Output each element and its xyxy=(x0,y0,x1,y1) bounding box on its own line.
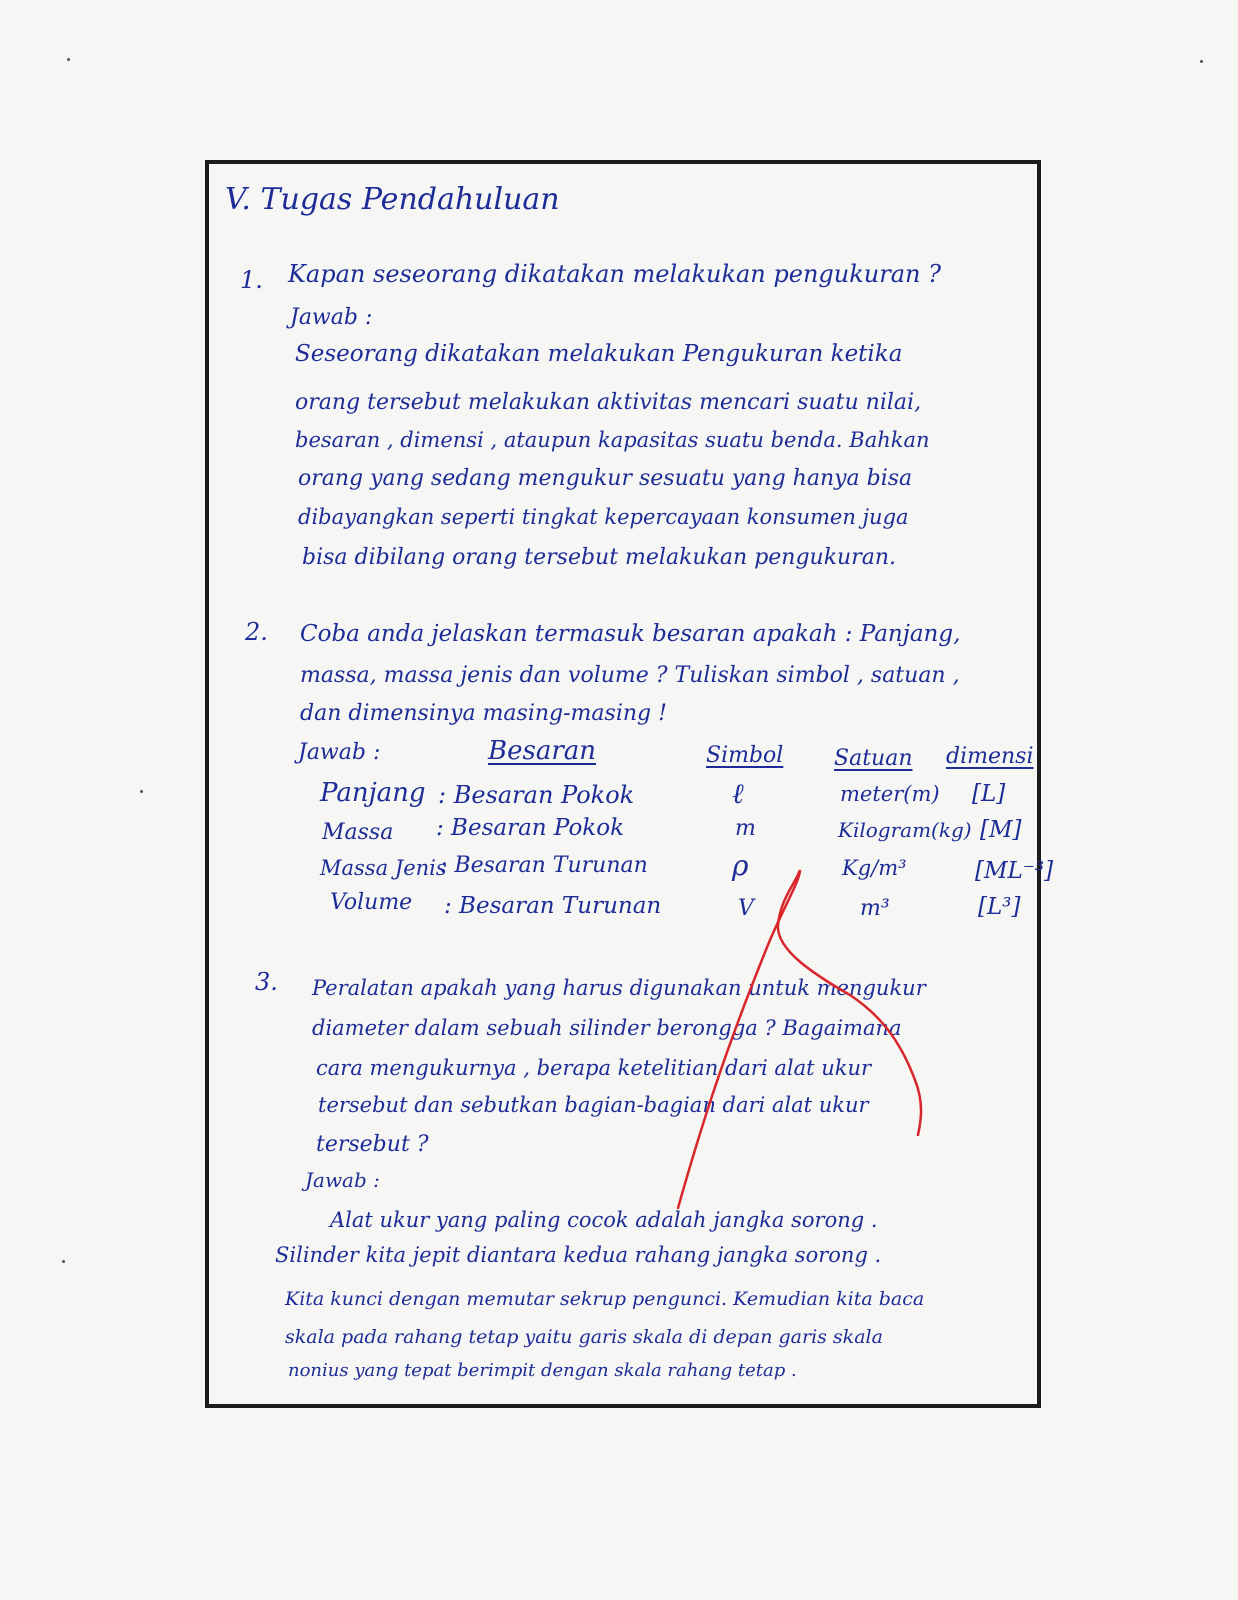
table-cell-type: : Besaran Turunan xyxy=(444,893,662,919)
table-cell-type: : Besaran Turunan xyxy=(440,853,648,878)
table-cell-name: Volume xyxy=(330,890,413,915)
table-header-dimensi: dimensi xyxy=(946,744,1034,769)
q1-answer-line: bisa dibilang orang tersebut melakukan pengukuran. xyxy=(302,545,897,570)
page-heading: V. Tugas Pendahuluan xyxy=(225,182,560,217)
table-cell-unit: meter(m) xyxy=(840,782,940,806)
q3-answer-line: Kita kunci dengan memutar sekrup pengunci. Kemudian kita baca xyxy=(285,1288,925,1310)
q1-answer-line: Seseorang dikatakan melakukan Pengukuran ketika xyxy=(295,341,903,367)
table-cell-name: Massa Jenis xyxy=(320,856,447,880)
q3-number: 3. xyxy=(255,968,278,996)
q1-question: Kapan seseorang dikatakan melakukan pengukuran ? xyxy=(288,260,941,288)
table-cell-type: : Besaran Pokok xyxy=(438,781,635,809)
table-cell-symbol: ℓ xyxy=(732,777,744,810)
table-cell-type: : Besaran Pokok xyxy=(436,815,625,841)
table-cell-symbol: V xyxy=(738,896,754,921)
table-cell-unit: Kilogram(kg) xyxy=(838,818,972,842)
q1-answer-line: orang tersebut melakukan aktivitas mencari suatu nilai, xyxy=(295,390,922,415)
q3-answer-line: skala pada rahang tetap yaitu garis skala di depan garis skala xyxy=(285,1326,883,1348)
q3-question-line: cara mengukurnya , berapa ketelitian dari alat ukur xyxy=(316,1056,872,1080)
q2-number: 2. xyxy=(245,618,268,646)
q2-answer-label: Jawab : xyxy=(298,740,381,765)
q3-question-line: tersebut dan sebutkan bagian-bagian dari alat ukur xyxy=(318,1093,869,1117)
scan-speck xyxy=(62,1260,65,1263)
table-cell-symbol: m xyxy=(735,816,756,841)
table-cell-dim: [ML⁻³] xyxy=(975,858,1054,884)
scan-speck xyxy=(1200,60,1203,63)
table-cell-dim: [M] xyxy=(980,817,1022,843)
q2-question-line: massa, massa jenis dan volume ? Tuliskan simbol , satuan , xyxy=(300,663,960,688)
q3-answer-label: Jawab : xyxy=(305,1168,380,1192)
q3-answer-line: Silinder kita jepit diantara kedua rahang jangka sorong . xyxy=(275,1243,882,1267)
scan-speck xyxy=(140,790,143,793)
table-header-besaran: Besaran xyxy=(488,736,597,766)
q3-answer-line: Alat ukur yang paling cocok adalah jangka sorong . xyxy=(330,1208,878,1232)
q3-answer-line: nonius yang tepat berimpit dengan skala rahang tetap . xyxy=(288,1360,797,1381)
table-cell-dim: [L³] xyxy=(978,894,1021,920)
table-cell-symbol: ρ xyxy=(732,849,749,882)
table-header-simbol: Simbol xyxy=(706,743,784,768)
q2-question-line: Coba anda jelaskan termasuk besaran apakah : Panjang, xyxy=(300,621,961,647)
table-cell-dim: [L] xyxy=(972,781,1006,807)
q1-answer-label: Jawab : xyxy=(290,305,373,330)
q2-question-line: dan dimensinya masing-masing ! xyxy=(300,701,667,726)
q1-number: 1. xyxy=(240,266,263,294)
q3-question-line: diameter dalam sebuah silinder berongga ? Bagaimana xyxy=(312,1016,902,1040)
q1-answer-line: dibayangkan seperti tingkat kepercayaan konsumen juga xyxy=(298,505,909,529)
q1-answer-line: orang yang sedang mengukur sesuatu yang hanya bisa xyxy=(298,466,913,491)
scan-speck xyxy=(67,58,70,61)
q1-answer-line: besaran , dimensi , ataupun kapasitas suatu benda. Bahkan xyxy=(295,428,930,452)
table-cell-unit: Kg/m³ xyxy=(842,856,907,880)
table-header-satuan: Satuan xyxy=(834,746,913,771)
table-cell-unit: m³ xyxy=(860,896,890,921)
table-cell-name: Massa xyxy=(322,820,394,845)
table-cell-name: Panjang xyxy=(320,778,426,808)
q3-question-line: Peralatan apakah yang harus digunakan untuk mengukur xyxy=(312,976,926,1000)
q3-question-line: tersebut ? xyxy=(316,1132,429,1157)
